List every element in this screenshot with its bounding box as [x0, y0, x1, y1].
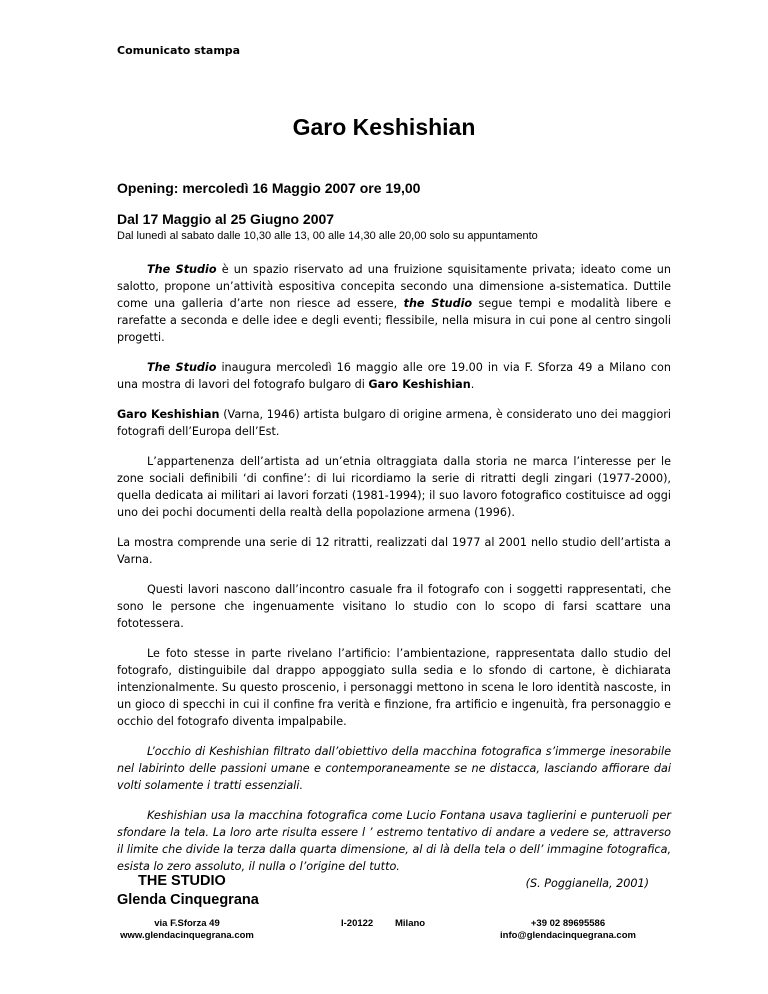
paragraph-quote-2: Keshishian usa la macchina fotografica come Lucio Fontana usava taglierini e punteruoli per sfondare la tela. La loro arte risulta essere l ’ estremo tentativo di andare a vedere se, attraverso il limite che divide la terza dalla quarta dimensione, al di là della tela o dell’ immagine fotografica, esista lo zero assoluto, il nulla o l’origine del tutto. [117, 809, 671, 873]
paragraph-studio-intro: The Studio è un spazio riservato ad una fruizione squisitamente privata; ideato come un salotto, propone un’attività espositiva concepita secondo una dimensione a-sistematica. Duttile come una galleria d’arte non riesce ad essere, the Studio segue tempi e modalità libere e rarefatte a seconda e delle idee e degli eventi; flessibile, nella misura in cui pone al centro singoli progetti. [117, 263, 671, 344]
gallery-name: Glenda Cinquegrana [117, 892, 259, 908]
body-text [117, 261, 671, 905]
page-title: Garo Keshishian [292, 114, 476, 140]
footer-address [117, 918, 257, 942]
quote-credit: (S. Poggianella, 2001) [525, 877, 649, 890]
paragraph-artifice: Le foto stesse in parte rivelano l’artificio: l’ambientazione, rappresentata dallo studio del fotografo, distinguibile dal drappo appoggiato sulla sedia e lo sfondo di cartone, è dichiarata intenzionalmente. Su questo proscenio, i personaggi mettono in scena le loro identità nascoste, in un gioco di specchi in cui il confine fra verità e finzione, fra artificio e ingenuità, fra personaggio e occhio del fotografo diventa impalpabile. [117, 647, 671, 728]
paragraph-artist-work: L’appartenenza dell’artista ad un’etnia oltraggiata dalla storia ne marca l’interesse per le zone sociali definibili ‘di confine’: di lui ricordiamo la serie di ritratti degli zingari (1977-2000), quella dedicata ai militari ai lavori forzati (1981-1994); il suo lavoro fotografico costituisce ad oggi uno dei pochi documenti della realtà della popolazione armena (1996). [117, 455, 671, 519]
paragraph-inauguration: The Studio inaugura mercoledì 16 maggio alle ore 19.00 in via F. Sforza 49 a Milano con una mostra di lavori del fotografo bulgaro di Garo Keshishian. [117, 361, 671, 391]
postal-code: I-20122 [341, 918, 374, 929]
date-range: Dal 17 Maggio al 25 Giugno 2007 [117, 211, 335, 227]
paragraph-artist-bio: Garo Keshishian (Varna, 1946) artista bulgaro di origine armena, è considerato uno dei maggiori fotografi dell’Europa dell’Est. [117, 408, 671, 438]
paragraph-exhibition: La mostra comprende una serie di 12 ritratti, realizzati dal 1977 al 2001 nello studio dell’artista a Varna. [117, 536, 671, 566]
phone-number: +39 02 89695586 [530, 918, 606, 929]
paragraph-origins: Questi lavori nascono dall’incontro casuale fra il fotografo con i soggetti rappresentati, che sono le persone che ingenuamente visitano lo studio con lo scopo di farsi scattare una fototessera. [117, 583, 671, 630]
opening-line: Opening: mercoledì 16 Maggio 2007 ore 19,00 [117, 180, 421, 196]
footer-organization [117, 872, 259, 910]
paragraph-quote-1: L’occhio di Keshishian filtrato dall’obiettivo della macchina fotografica s’immerge inesorabile nel labirinto delle passioni umane e contemporaneamente se ne distacca, lasciando affiorare dai volti solamente i tratti essenziali. [117, 745, 671, 792]
opening-hours: Dal lunedì al sabato dalle 10,30 alle 13, 00 alle 14,30 alle 20,00 solo su appuntamento [117, 230, 538, 242]
footer-contact [480, 918, 656, 942]
document-label: Comunicato stampa [117, 44, 241, 57]
city: Milano [395, 918, 426, 929]
street-address: via F.Sforza 49 [154, 918, 220, 929]
email-link[interactable]: info@glendacinquegrana.com [500, 930, 636, 941]
website-link[interactable]: www.glendacinquegrana.com [120, 930, 254, 941]
studio-name: THE STUDIO [138, 873, 226, 889]
